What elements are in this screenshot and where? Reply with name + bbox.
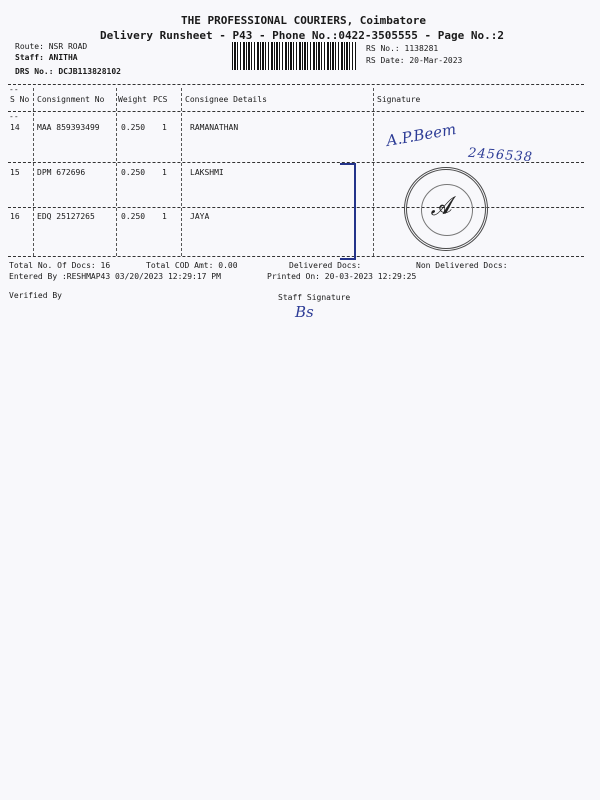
- column-rule: [33, 88, 34, 256]
- row-pcs: 1: [162, 212, 167, 221]
- pen-bracket: [340, 163, 356, 260]
- column-header-sno: S No: [10, 95, 30, 104]
- dash-mark: --: [9, 85, 19, 94]
- handwritten-number: 2456538: [467, 145, 534, 166]
- row-pcs: 1: [162, 123, 167, 132]
- dash-mark: --: [9, 112, 19, 121]
- rs-date: RS Date: 20-Mar-2023: [366, 56, 463, 65]
- handwritten-signature: A.P.Beem: [384, 120, 458, 150]
- column-header-signature: Signature: [377, 95, 421, 104]
- row-consignment: EDQ 25127265: [37, 212, 95, 221]
- row-consignment: DPM 672696: [37, 168, 86, 177]
- row-weight: 0.250: [121, 123, 146, 132]
- column-header-weight: Weight: [118, 95, 147, 104]
- printed-on: Printed On: 20-03-2023 12:29:25: [267, 272, 417, 281]
- divider: [8, 111, 584, 112]
- rs-number: RS No.: 1138281: [366, 44, 439, 53]
- staff-initials: Bs: [295, 303, 314, 321]
- verified-by: Verified By: [9, 291, 62, 300]
- column-rule: [373, 88, 374, 256]
- divider: [8, 84, 584, 85]
- route-label: Route: NSR ROAD: [15, 42, 88, 51]
- row-consignee: LAKSHMI: [190, 168, 224, 177]
- row-weight: 0.250: [121, 212, 146, 221]
- row-consignment: MAA 859393499: [37, 123, 100, 132]
- company-title: THE PROFESSIONAL COURIERS, Coimbatore: [181, 14, 427, 27]
- non-delivered-docs: Non Delivered Docs:: [416, 261, 508, 270]
- total-docs: Total No. Of Docs: 16: [9, 261, 111, 270]
- row-weight: 0.250: [121, 168, 146, 177]
- row-pcs: 1: [162, 168, 167, 177]
- drs-number: DRS No.: DCJB113828102: [15, 67, 121, 76]
- stamp-scribble: 𝓐: [428, 193, 453, 222]
- column-rule: [181, 88, 182, 256]
- barcode: [232, 42, 356, 70]
- column-rule: [116, 88, 117, 256]
- column-header-consignment: Consignment No: [37, 95, 105, 104]
- column-header-consignee: Consignee Details: [185, 95, 267, 104]
- staff-label: Staff: ANITHA: [15, 53, 78, 62]
- row-sno: 16: [10, 212, 20, 221]
- row-sno: 15: [10, 168, 20, 177]
- staff-signature-label: Staff Signature: [278, 293, 351, 302]
- runsheet-title: Delivery Runsheet - P43 - Phone No.:0422-3505555 - Page No.:2: [100, 29, 504, 42]
- total-cod: Total COD Amt: 0.00: [146, 261, 238, 270]
- row-consignee: JAYA: [190, 212, 210, 221]
- entered-by: Entered By :RESHMAP43 03/20/2023 12:29:17 PM: [9, 272, 221, 281]
- delivered-docs: Delivered Docs:: [289, 261, 362, 270]
- row-sno: 14: [10, 123, 20, 132]
- divider: [8, 207, 584, 208]
- row-consignee: RAMANATHAN: [190, 123, 239, 132]
- column-header-pcs: PCS: [153, 95, 168, 104]
- divider: [8, 256, 584, 257]
